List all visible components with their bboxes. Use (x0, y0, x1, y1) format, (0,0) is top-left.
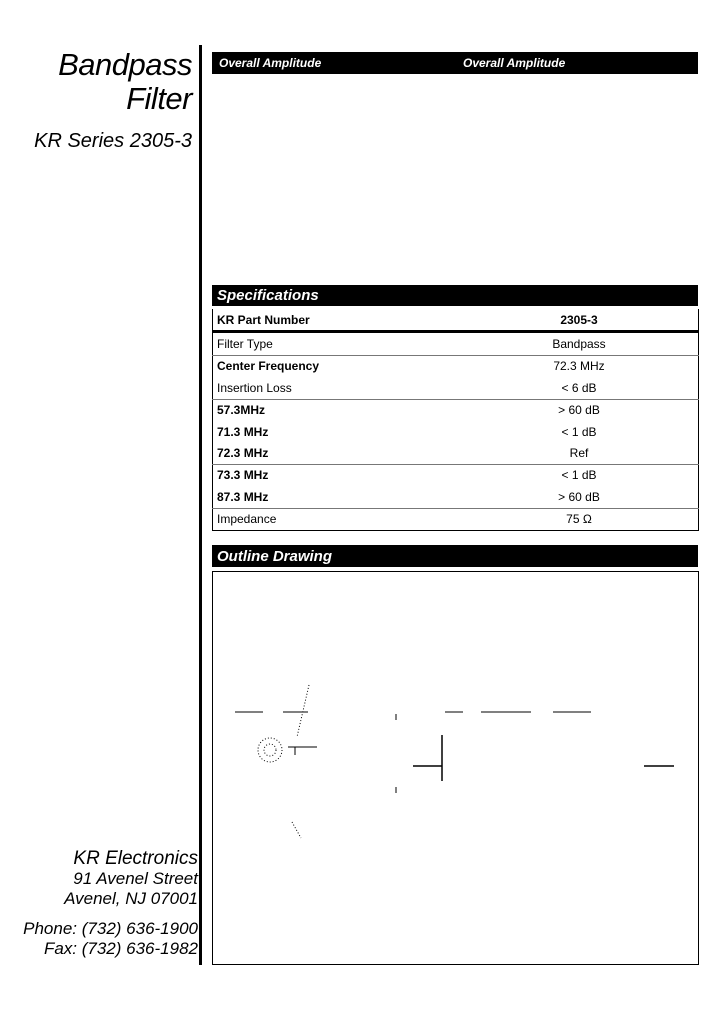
spec-value: 72.3 MHz (553, 359, 605, 374)
table-row (213, 486, 699, 508)
company-info (0, 849, 198, 959)
spec-label: 73.3 MHz (217, 468, 269, 483)
company-street: 91 Avenel Street (73, 869, 198, 888)
document-title (0, 48, 192, 116)
table-row (213, 399, 699, 421)
amplitude-header-right: Overall Amplitude (463, 56, 566, 70)
spec-value: Bandpass (460, 332, 699, 355)
outline-drawing-heading: Outline Drawing (212, 545, 698, 567)
spec-label: Filter Type (213, 332, 461, 355)
table-row (213, 377, 699, 399)
spec-value: < 1 dB (561, 424, 597, 439)
spec-label: Insertion Loss (213, 377, 461, 399)
series-name: KR Series 2305-3 (34, 130, 192, 152)
table-row (213, 421, 699, 442)
table-row (213, 442, 699, 464)
table-row (213, 464, 699, 486)
company-phone: Phone: (732) 636-1900 (23, 919, 198, 938)
spec-value: 75 Ω (460, 508, 699, 530)
spec-label: Impedance (213, 508, 461, 530)
table-row (213, 508, 699, 530)
spec-value: 2305-3 (460, 309, 699, 332)
spec-value: > 60 dB (558, 403, 600, 418)
outline-drawing (212, 571, 699, 965)
outline-drawing-figure (213, 572, 698, 964)
spec-label: Center Frequency (217, 359, 320, 374)
title-line-1: Bandpass (58, 47, 192, 82)
specifications-heading: Specifications (212, 285, 698, 306)
spec-label: 71.3 MHz (217, 424, 269, 439)
company-name: KR Electronics (73, 848, 198, 869)
spec-label: KR Part Number (213, 309, 461, 332)
company-city: Avenel, NJ 07001 (64, 889, 198, 908)
table-row (213, 355, 699, 377)
spec-label: 87.3 MHz (213, 486, 461, 508)
spec-value: < 1 dB (561, 468, 597, 483)
vertical-divider (199, 45, 202, 965)
amplitude-header-left: Overall Amplitude (219, 56, 322, 70)
spec-label: 57.3MHz (217, 403, 266, 418)
company-fax: Fax: (732) 636-1982 (43, 939, 198, 958)
spec-value: < 6 dB (460, 377, 699, 399)
spec-label: 72.3 MHz (213, 442, 461, 464)
spec-value: > 60 dB (460, 486, 699, 508)
table-row (213, 332, 699, 355)
specifications-table (212, 309, 699, 531)
table-row (213, 309, 699, 332)
amplitude-header-bar (212, 52, 698, 74)
spec-value: Ref (460, 442, 699, 464)
title-line-2: Filter (126, 81, 192, 116)
